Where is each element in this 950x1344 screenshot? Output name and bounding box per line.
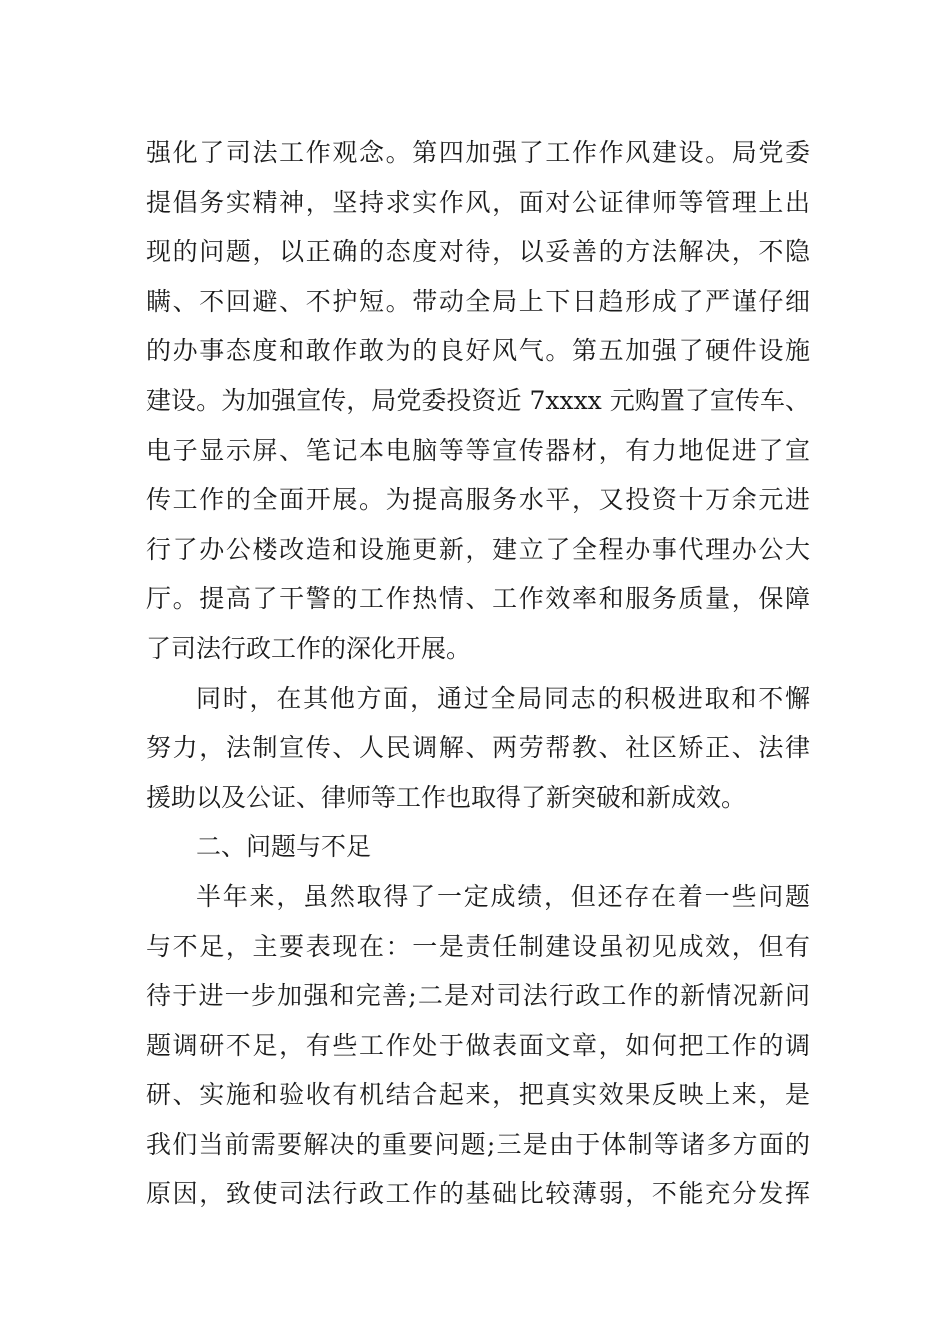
text-line: 建设。为加强宣传，局党委投资近 7xxxx 元购置了宣传车、 (146, 385, 810, 415)
section-heading: 二、问题与不足 (196, 832, 372, 862)
text-line: 电子显示屏、笔记本电脑等等宣传器材，有力地促进了宣 (146, 435, 810, 465)
text-line: 行了办公楼改造和设施更新，建立了全程办事代理办公大 (146, 534, 810, 564)
text-line: 了司法行政工作的深化开展。 (146, 633, 472, 663)
text-line: 题调研不足，有些工作处于做表面文章，如何把工作的调 (146, 1030, 810, 1060)
text-line: 强化了司法工作观念。第四加强了工作作风建设。局党委 (146, 138, 810, 167)
text-line: 我们当前需要解决的重要问题;三是由于体制等诸多方面的 (146, 1129, 810, 1159)
text-line: 原因，致使司法行政工作的基础比较薄弱，不能充分发挥 (146, 1179, 810, 1209)
text-line: 的办事态度和敢作敢为的良好风气。第五加强了硬件设施 (146, 336, 810, 366)
text-line: 待于进一步加强和完善;二是对司法行政工作的新情况新问 (146, 981, 810, 1011)
text-line: 研、实施和验收有机结合起来，把真实效果反映上来，是 (146, 1080, 810, 1110)
body-text (146, 128, 810, 1219)
text-line: 援助以及公证、律师等工作也取得了新突破和新成效。 (146, 782, 747, 812)
paragraph-start-line: 同时，在其他方面，通过全局同志的积极进取和不懈 (196, 683, 810, 713)
paragraph-start-line: 半年来，虽然取得了一定成绩，但还存在着一些问题 (196, 881, 810, 911)
text-line: 厅。提高了干警的工作热情、工作效率和服务质量，保障 (146, 584, 810, 614)
text-line: 传工作的全面开展。为提高服务水平，又投资十万余元进 (146, 485, 810, 515)
text-line: 现的问题，以正确的态度对待，以妥善的方法解决，不隐 (146, 237, 810, 267)
text-line: 瞒、不回避、不护短。带动全局上下日趋形成了严谨仔细 (146, 286, 810, 316)
text-line: 与不足，主要表现在：一是责任制建设虽初见成效，但有 (146, 931, 810, 961)
text-line: 提倡务实精神，坚持求实作风，面对公证律师等管理上出 (146, 187, 810, 217)
text-line: 努力，法制宣传、人民调解、两劳帮教、社区矫正、法律 (146, 733, 810, 763)
